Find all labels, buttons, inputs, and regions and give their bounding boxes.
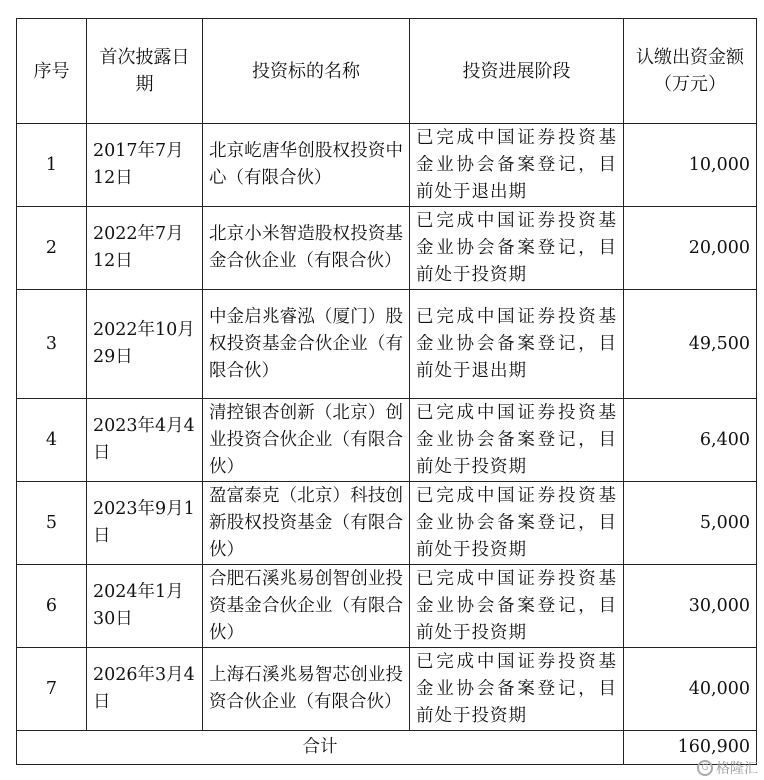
watermark: [697, 758, 758, 778]
table-row: [17, 124, 757, 207]
header-name: 投资标的名称: [203, 19, 410, 124]
row-stage: 已完成中国证券投资基金业协会备案登记，目前处于退出期: [410, 124, 624, 207]
total-row: [17, 731, 757, 765]
row-no: 6: [17, 565, 87, 648]
row-amount: 6,400: [624, 399, 757, 482]
table-row: [17, 207, 757, 290]
row-name: 合肥石溪兆易创智创业投资基金合伙企业（有限合伙）: [203, 565, 410, 648]
row-stage: 已完成中国证券投资基金业协会备案登记，目前处于投资期: [410, 565, 624, 648]
table-row: [17, 290, 757, 399]
total-amount: 160,900: [624, 731, 757, 765]
row-name: 北京屹唐华创股权投资中心（有限合伙）: [203, 124, 410, 207]
row-date: 2024年1月30日: [87, 565, 203, 648]
row-no: 7: [17, 648, 87, 731]
row-stage: 已完成中国证券投资基金业协会备案登记，目前处于投资期: [410, 399, 624, 482]
header-stage: 投资进展阶段: [410, 19, 624, 124]
row-date: 2026年3月4日: [87, 648, 203, 731]
row-stage: 已完成中国证券投资基金业协会备案登记，目前处于投资期: [410, 648, 624, 731]
watermark-text: 格隆汇: [716, 761, 758, 777]
row-date: 2017年7月12日: [87, 124, 203, 207]
row-name: 清控银杏创新（北京）创业投资合伙企业（有限合伙）: [203, 399, 410, 482]
header-no: 序号: [17, 19, 87, 124]
table-row: [17, 399, 757, 482]
row-amount: 20,000: [624, 207, 757, 290]
row-amount: 5,000: [624, 482, 757, 565]
table-row: [17, 565, 757, 648]
row-amount: 40,000: [624, 648, 757, 731]
row-no: 1: [17, 124, 87, 207]
row-name: 中金启兆睿泓（厦门）股权投资基金合伙企业（有限合伙）: [203, 290, 410, 399]
row-amount: 10,000: [624, 124, 757, 207]
total-label: 合计: [17, 731, 624, 765]
row-date: 2023年9月1日: [87, 482, 203, 565]
row-amount: 49,500: [624, 290, 757, 399]
row-no: 4: [17, 399, 87, 482]
row-amount: 30,000: [624, 565, 757, 648]
table-row: [17, 482, 757, 565]
table-header-row: [17, 19, 757, 124]
row-name: 北京小米智造股权投资基金合伙企业（有限合伙）: [203, 207, 410, 290]
header-date: 首次披露日期: [87, 19, 203, 124]
header-amount: 认缴出资金额（万元）: [624, 19, 757, 124]
row-name: 上海石溪兆易智芯创业投资合伙企业（有限合伙）: [203, 648, 410, 731]
row-date: 2022年10月29日: [87, 290, 203, 399]
row-no: 2: [17, 207, 87, 290]
table-row: [17, 648, 757, 731]
investment-table: [16, 18, 757, 765]
row-name: 盈富泰克（北京）科技创新股权投资基金（有限合伙）: [203, 482, 410, 565]
row-no: 3: [17, 290, 87, 399]
row-stage: 已完成中国证券投资基金业协会备案登记，目前处于投资期: [410, 207, 624, 290]
row-date: 2022年7月12日: [87, 207, 203, 290]
row-date: 2023年4月4日: [87, 399, 203, 482]
row-stage: 已完成中国证券投资基金业协会备案登记，目前处于投资期: [410, 482, 624, 565]
row-no: 5: [17, 482, 87, 565]
row-stage: 已完成中国证券投资基金业协会备案登记，目前处于退出期: [410, 290, 624, 399]
gelonghui-logo-icon: G: [697, 760, 713, 776]
